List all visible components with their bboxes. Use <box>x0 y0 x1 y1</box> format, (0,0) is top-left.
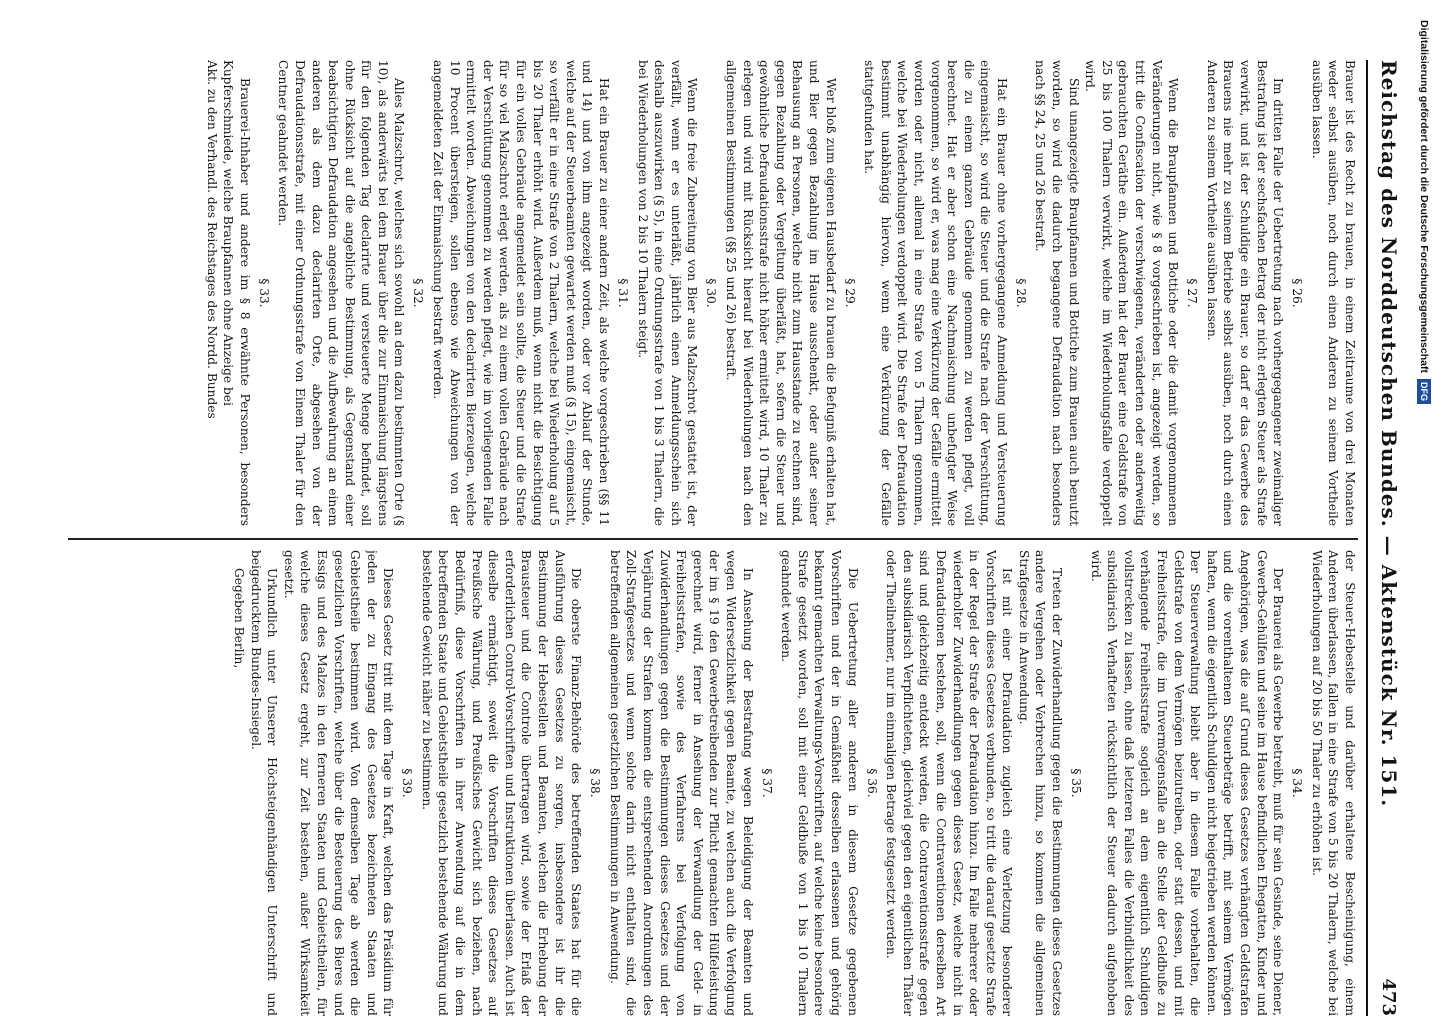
body-paragraph: Brauer ist des Recht zu brauen, in einem Zeitraume von drei Monaten weder selbst ausüben, noch durch einen Anderen zu seinem Vortheile ausüben lassen. <box>1309 60 1357 526</box>
section-heading: § 34. <box>1290 768 1305 798</box>
page-header <box>1372 60 1406 1016</box>
section-heading: § 37. <box>759 768 774 798</box>
body-paragraph: Dieses Gesetz tritt mit dem Tage in Kraft, welchen das Präsidium für jeden der zu Eingang des Gesetzes bezeichneten Staaten und Gebietstheile bestimmen wird. Von demselben Tage ab werden die gesetzlichen Vorschriften, welche über die Besteuerung des Bieres und Essigs und des Malzes in den ferneren Staaten und Gebietstheilen, für welche dieses Gesetz ergeht, zur Zeit bestehen, außer Wirksamkeit gesetzt. <box>281 550 396 1016</box>
body-paragraph: der Steuer-Hebestelle und darüber erhaltene Bescheinigung, einem Anderen überlassen, fallen in eine Strafe von 5 bis 20 Thalern, welche bei Wiederholungen auf 20 bis 50 Thaler zu erhöhen ist. <box>1309 550 1357 1016</box>
section-heading: § 39. <box>400 768 415 798</box>
body-paragraph: Akt. zu den Verhandl. des Reichstages des Nordd. Bundes <box>204 60 219 419</box>
section-heading: § 32. <box>411 278 426 308</box>
section-heading: § 31. <box>616 278 631 308</box>
section-heading: § 36. <box>864 768 879 798</box>
body-paragraph: Hat ein Brauer ohne vorhergegangene Anmeldung und Versteuerung eingemaischt, so wird die Steuer und die Strafe nach der Verschüttung, die zu einem ganzen Gebräude genommen zu werden pflegt, voll berechnet. Hat er aber schon eine Nachmaischung unbefugter Weise vorgenommen, so wird er, was mag eine Verkürzung der Gefälle ermittelt worden oder nicht, allemal in eine Strafe von 5 Thalern genommen, welche bei Wiederholungen verdoppelt wird. Die Strafe der Defraudation bestimmt unabhängig hiervon, wenn eine Verkürzung der Gefälle stattgefunden hat. <box>862 60 1009 526</box>
column-divider <box>68 538 1358 540</box>
body-paragraph: Brauerei-Inhaber und andere im § 8 erwähnte Personen, besonders Kupferschmiede, welche Braupfannen ohne Anzeige bei <box>221 60 252 526</box>
credit-line <box>1416 20 1432 990</box>
body-paragraph: Wenn die Braupfannen und Bottiche oder die damit vorgenommenen Veränderungen nicht, wie § 8 vorgeschrieben ist, angezeigt werden, so tritt die Confiscation der verschwiegenen, veränderten oder anderweitig gebrauchten Geräthe ein. Außerdem hat der Brauer eine Geldstrafe von 25 bis 100 Thalern verwirkt, welche im Wiederholungsfalle verdoppelt wird. <box>1083 60 1181 526</box>
section-heading: § 35. <box>1069 768 1084 798</box>
body-paragraph: Urkundlich unter Unserer Höchsteigenhändigen Unterschrift und beigedrucktem Bundes-Insiegel. <box>248 550 280 1016</box>
right-text-column <box>68 550 1358 1016</box>
body-paragraph: Die Uebertretung aller anderen in diesem Gesetze gegebenen Vorschriften und der in Gemäßheit desselben erlassenen und gehörig bekannt gemachten Verwaltungs-Vorschriften, auf welche keine besondere Strafe gesetzt worden, soll mit einer Geldbuße von 1 bis 10 Thalern geahndet werden. <box>779 550 860 1016</box>
body-paragraph: Wer bloß zum eigenen Hausbedarf zu brauen die Befugniß erhalten hat, und Bier gegen Bezahlung im Hause ausschenkt, oder außer seiner Behausung an Personen, welche nicht zum Hausstande zu rechnen sind, gegen Bezahlung oder Vergeltung überläßt, hat, sofern die Steuer und gewöhnliche Defraudationsstrafe nicht höher ermittelt wird, 10 Thaler zu erlegen und wird mit Rücksicht hierauf bei Wiederholungen nach den allgemeinen Bestimmungen (§§ 25 und 26) bestraft. <box>724 60 838 526</box>
rotated-page-sheet <box>60 60 1406 1016</box>
section-heading: § 28. <box>1013 278 1028 308</box>
section-heading: § 38. <box>588 768 603 798</box>
body-paragraph: Ist mit einer Defraudation zugleich eine Verletzung besonderer Vorschriften dieses Gesetzes verbunden, so tritt die darauf gesetzte Strafe in der Regel der Strafe der Defraudation hinzu. Im Falle mehrerer oder wiederholter Zuwiderhandlungen gegen dieses Gesetz, welche nicht in Defraudationen bestehen, soll, wenn die Contraventionen derselben Art sind und gleichzeitig entdeckt werden, die Contraventionsstrafe gegen den subsidiarisch Verpflichteten, gleichviel gegen den eigentlichen Thäter oder Theilnehmer, nur im einmaligen Betrage festgesetzt werden. <box>884 550 1015 1016</box>
body-paragraph: Im dritten Falle der Uebertretung nach vorhergegangener zweimaliger Bestrafung ist der sechsfachen Betrag der nicht erlegten Steuer als Strafe verwirkt, und ist der Schuldige ein Brauer, so darf er das Gewerbe des Brauens nie mehr zu seinem Betriebe selbst ausüben, noch durch einen Anderen zu seinem Vortheile ausüben lassen. <box>1204 60 1286 526</box>
body-paragraph: Gegeben Berlin, <box>231 568 246 669</box>
body-paragraph: Die oberste Finanz-Behörde des betreffenden Staates hat für die Ausführung dieses Gesetzes zu sorgen, insbesondere ist ihr die Bestimmung der Hebestellen und Beamten, welchen die Erhebung der Brausteuer und die Controle übertragen wird, sowie der Erlaß der erforderlichen Control-Vorschriften und Instruktionen überlassen. Auch ist dieselbe ermächtigt, soweit die Vorschriften dieses Gesetzes auf Preußische Währung, und Preußisches Gewicht sich beziehen, nach Bedürfniß, diese Vorschriften in ihrer Anwendung auf die in dem betreffenden Staate und Gebietstheile gesetzlich bestehende Währung und bestehende Gewicht näher zu bestimmen. <box>419 550 584 1016</box>
section-heading: § 33. <box>256 278 271 308</box>
page-number: 473 <box>1378 978 1400 1016</box>
section-heading: § 26. <box>1290 278 1305 308</box>
section-heading: § 27. <box>1185 278 1200 308</box>
credit-text: Digitalisierung gefördert durch die Deutsche Forschungsgemeinschaft <box>1418 20 1430 373</box>
header-rule <box>1366 60 1368 1016</box>
body-paragraph: Sind unangezeigte Braupfannen und Bottiche zum Brauen auch benutzt worden, so wird die dadurch begangene Defraudation nach besonders nach §§ 24, 25 und 26 bestraft. <box>1033 60 1081 526</box>
body-paragraph: Der Brauerei als Gewerbe betreibt, muß für sein Gesinde, seine Diener, Gewerbs-Gehülfen und seine im Hause befindlichen Ehegatten, Kinder und Angehörigen, was die auf Grund dieses Gesetzes verhängten Geldstrafen und die vorenthaltenen Steuerbeträge betrifft, mit seinem Vermögen haften, wenn die eigentlich Schuldigen nicht beigetrieben werden können. Der Steuerverwaltung bleibt aber in diesem Falle vorbehalten, die Geldstrafe von dem Vermögen beizutreiben, oder statt dessen, und mit Freiheitsstrafe, die im Unvermögensfalle an die Stelle der Geldbuße zu verhängende Freiheitsstrafe sogleich an dem eigentlich Schuldigen vollstrecken zu lassen, ohne daß letzteren Falles die Verbindlichkeit des subsidiarisch Verhafteten rücksichtlich der Steuer dadurch aufgehoben wird. <box>1088 550 1286 1016</box>
body-paragraph: Wenn die freie Zubereitung von Bier aus Malzschrot gestattet ist, der verfällt, wenn er es unterläßt, jährlich einen Anmeldungsschein sich deshalb auszuwirken (§ 5), in eine Ordnungsstrafe von 1 bis 3 Thalern, die bei Wiederholungen von 2 bis 10 Thalern steigt. <box>635 60 700 526</box>
body-paragraph: In Ansehung der Bestrafung wegen Beleidigung der Beamten und wegen Widersetzlichkeit gegen Beamte, zu welchen auch die Verfolgung der im § 19 den Gewerbetreibenden zur Pflicht gemachten Hülfeleistung gerechnet wird, ferner in Ansehung der Verwandlung der Geld- in Freiheitsstrafen, sowie des Verfahrens bei Verfolgung von Zuwiderhandlungen gegen die Bestimmungen dieses Gesetzes und der Verjährung der Strafen kommen die entsprechenden Anordnungen des Zoll-Strafgesetzes und wenn solche darin nicht enthalten sind, die betreffenden allgemeinen gesetzlichen Bestimmungen in Anwendung. <box>607 550 755 1016</box>
body-paragraph: Treten der Zuwiderhandlung gegen die Bestimmungen dieses Gesetzes andere Vergehen oder Verbrechen hinzu, so kommen die allgemeinen Strafgesetze in Anwendung. <box>1016 550 1065 1016</box>
dfg-logo: DFG <box>1417 379 1431 404</box>
body-paragraph: Alles Malzschrot, welches sich sowohl an dem dazu bestimmten Orte (§ 10), als anderwärts bei dem Brauer über die zur Einmaischung längstens für den folgenden Tag declarirte und versteuerte Menge befindet, soll ohne Rücksicht auf die angebliche Bestimmung, als Gegenstand einer beabsichtigten Defraudation angesehen und die Aufbewahrung an einem anderen als dem dazu declarirten Orte, abgesehen von der Defraudationsstrafe, mit einer Ordnungsstrafe von Einem Thaler für den Centner geahndet werden. <box>276 60 407 526</box>
digitization-credit <box>1416 20 1432 990</box>
left-text-column <box>68 60 1358 526</box>
section-heading: § 29. <box>842 278 857 308</box>
body-paragraph: Hat ein Brauer zu einer andern Zeit, als welche vorgeschrieben (§§ 11 und 14) und von ihm angezeigt worden, oder vor Ablauf der Stunde, welche auf der Steuerbeamten gewartet werden muß (§ 15), eingemaischt, so verfällt er in eine Strafe von 2 Thalern, welche bei Wiederholung auf 5 bis 20 Thaler erhöht wird. Außerdem muß, wenn nicht die Besichtigung für ein volles Gebräude angemeldet sein sollte, die Steuer und die Strafe für so viel Malzschrot erlegt werden, als zu einem vollen Gebräude nach der Verschüttung genommen zu werden pflegt, wie im vorliegenden Falle ermittelt worden. Abweichungen von den declarirten Bierzeugen, welche 10 Procent übersteigen, sollen ebenso wie Abweichungen von der angemeldeten Zeit der Einmaischung bestraft werden. <box>431 60 612 526</box>
section-heading: § 30. <box>704 278 719 308</box>
running-head: Reichstag des Norddeutschen Bundes. — Aktenstück Nr. 151. <box>1377 60 1401 808</box>
